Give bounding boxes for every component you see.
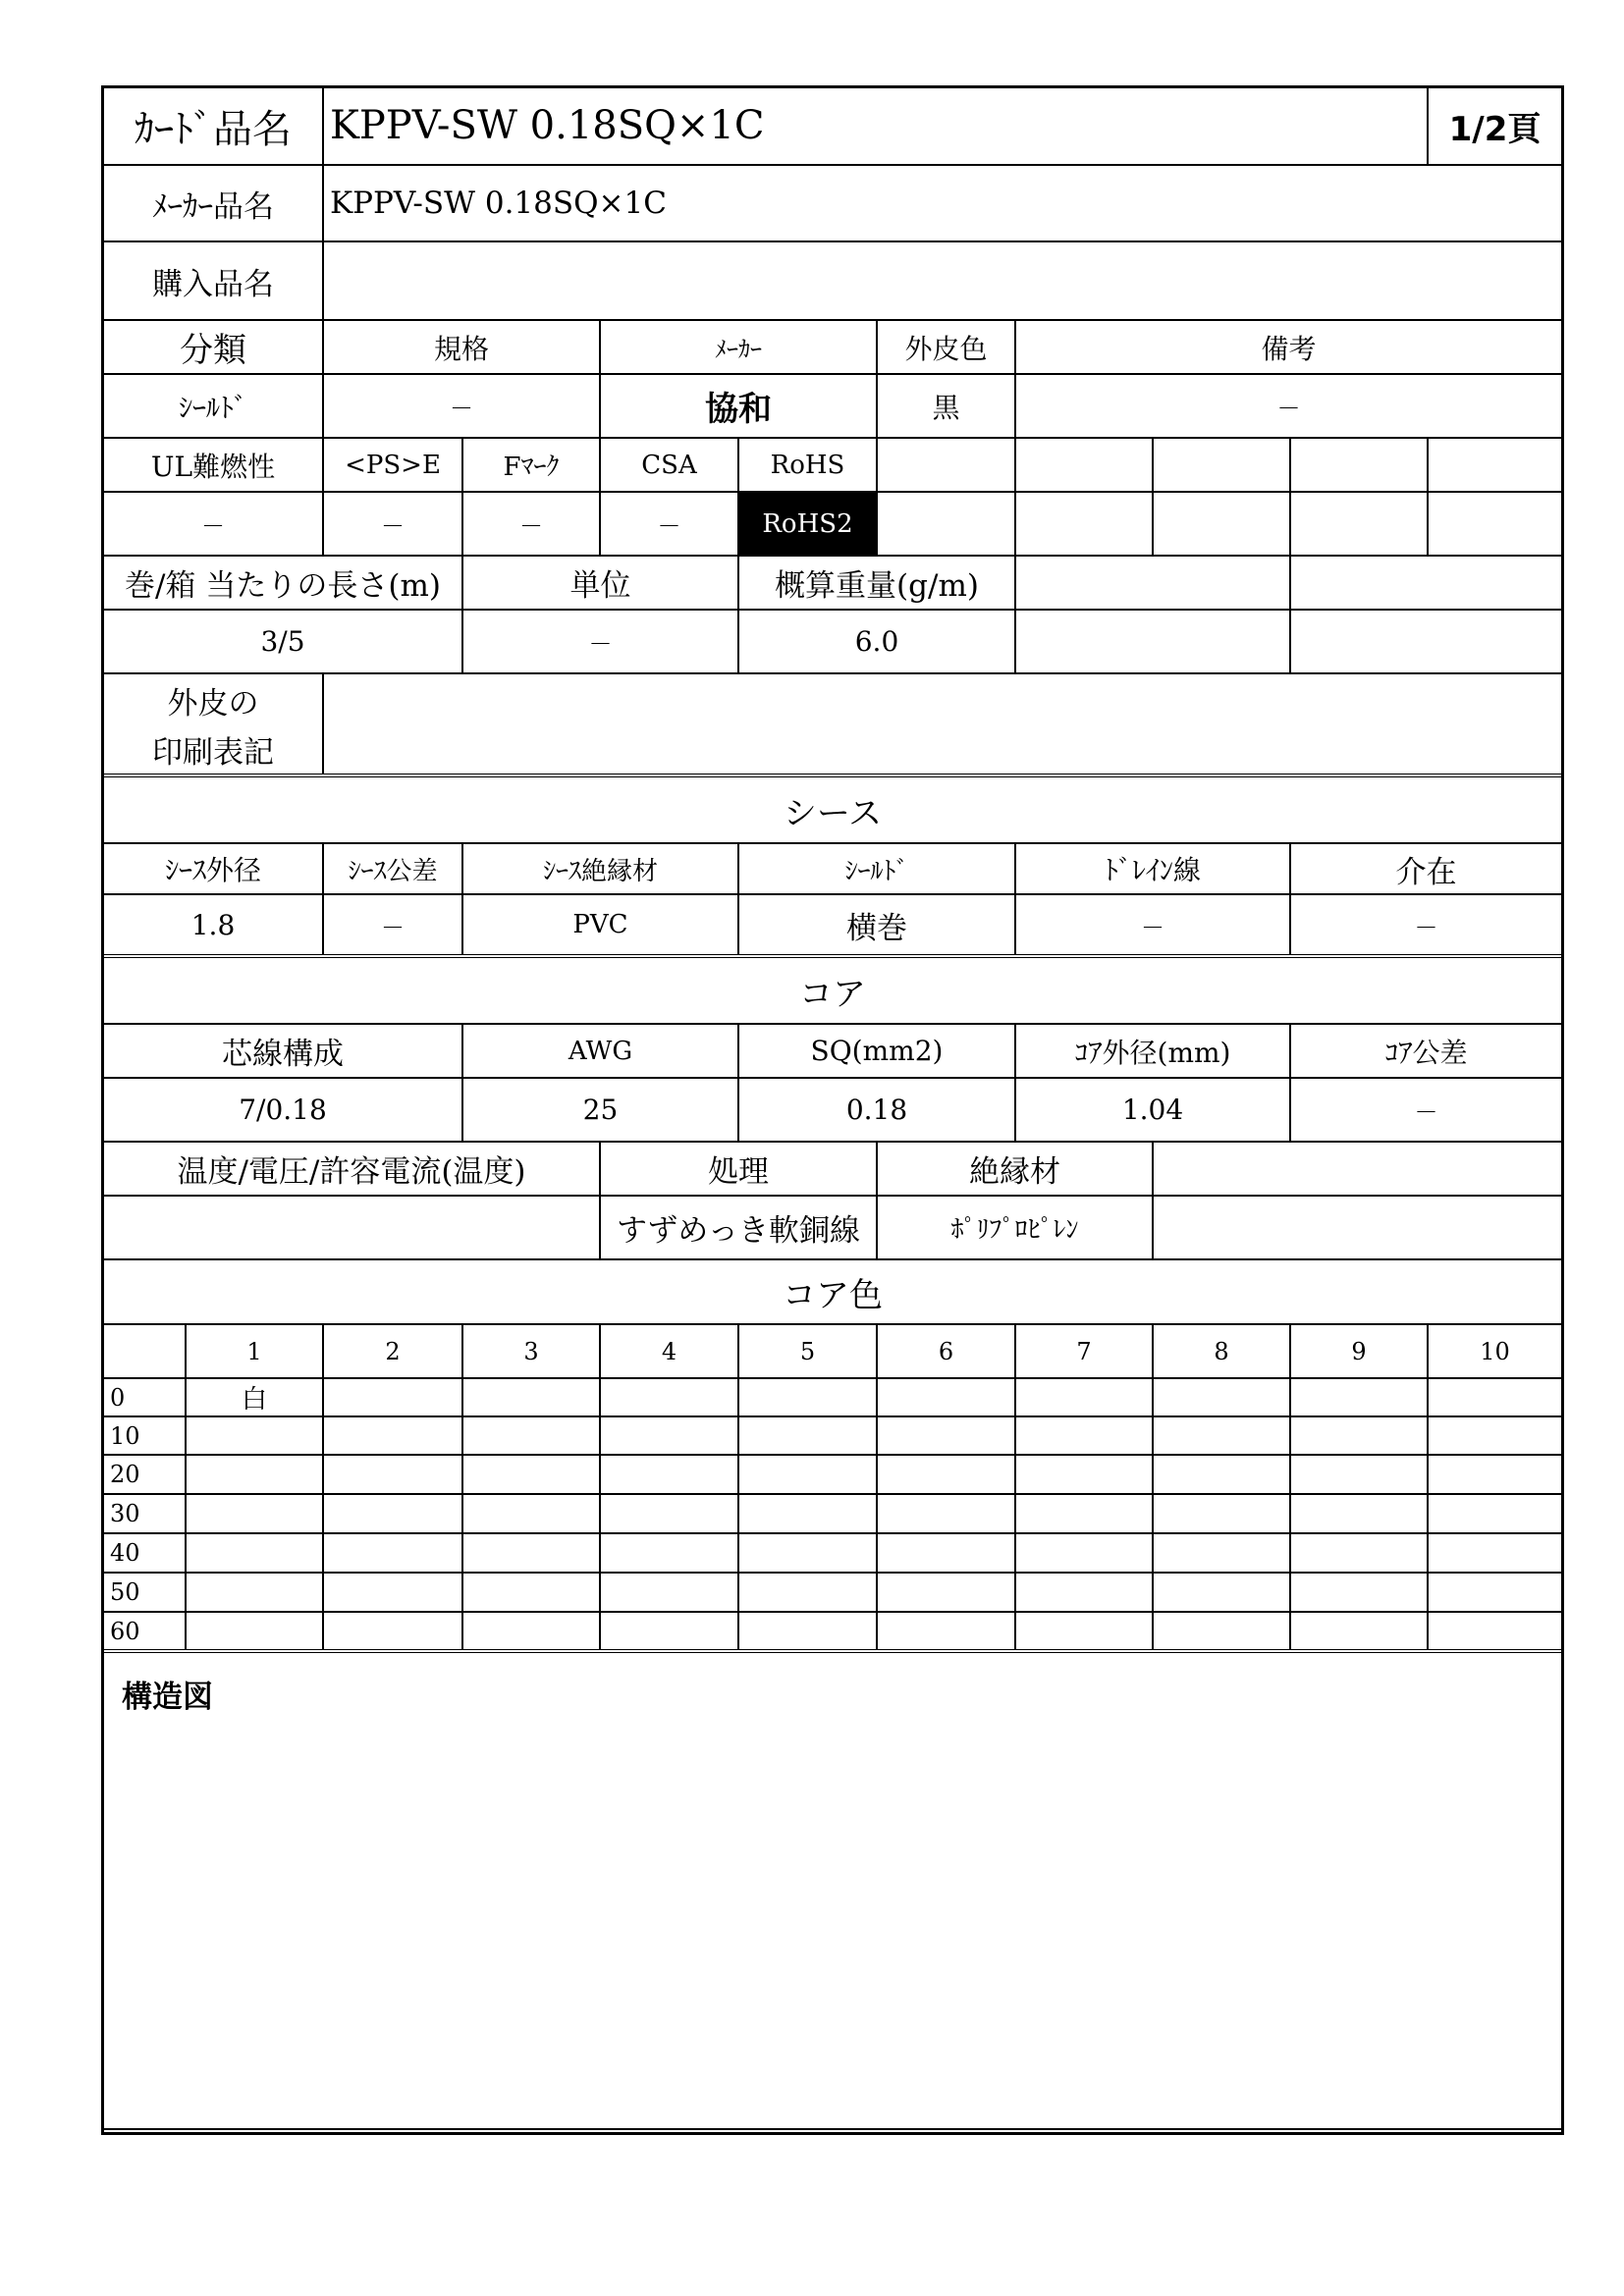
rule [1014,555,1016,672]
rule [101,1649,1564,1653]
sheath-color-value: 黒 [932,391,960,424]
rule [1427,437,1429,555]
core-color-cell: 白 [241,1385,267,1415]
card-name-label: ｶｰﾄﾞ品名 [135,106,292,152]
color-column-header: 2 [385,1337,401,1365]
length-header: 巻/箱 当たりの長さ(m) [125,568,441,604]
rule [876,437,878,555]
csa-value: － [657,512,681,540]
weight-header: 概算重量(g/m) [775,568,979,604]
shield-header: ｼｰﾙﾄﾞ [844,856,909,886]
purchase-name-label: 購入品名 [152,266,274,302]
sheath-od-value: 1.8 [190,908,236,941]
color-column-header: 1 [246,1337,262,1365]
sheath-insulation-value: PVC [572,910,628,939]
color-column-header: 10 [1480,1337,1510,1365]
remarks-header: 備考 [1261,332,1317,365]
rule [1289,555,1291,672]
ul-value: － [201,512,225,540]
length-value: 3/5 [260,625,305,658]
filler-header: 介在 [1395,854,1457,890]
standard-value: － [450,395,473,422]
rule [101,1454,1564,1456]
color-row-label: 0 [110,1383,126,1412]
color-column-header: 5 [799,1337,816,1365]
unit-value: － [588,630,613,658]
remarks-value: － [1276,395,1301,422]
rule [101,1493,1564,1495]
rule [1289,437,1291,555]
shield-value: 横巻 [846,910,907,946]
awg-value: 25 [582,1094,619,1126]
awg-header: AWG [568,1036,633,1066]
f-mark-header: Fﾏｰｸ [503,453,560,482]
color-column-header: 7 [1076,1337,1092,1365]
treatment-header: 処理 [708,1154,769,1190]
maker-name-value: KPPV-SW 0.18SQ×1C [330,186,667,221]
unit-header: 単位 [569,568,631,604]
sheath-tolerance-value: － [381,913,405,941]
weight-value: 6.0 [854,625,899,658]
rule [1152,1141,1154,1258]
rule [101,954,1564,958]
print-label-line1: 外皮の [167,685,259,721]
insulation-header: 絶縁材 [969,1154,1060,1190]
color-row-label: 40 [110,1539,140,1567]
sheath-color-header: 外皮色 [904,332,988,365]
sheath-title: シース [783,794,883,833]
pse-value: － [381,512,405,540]
core-od-value: 1.04 [1121,1094,1184,1126]
color-row-label: 10 [110,1421,140,1450]
drain-header: ﾄﾞﾚｲﾝ線 [1104,854,1201,886]
core-title: コア [799,975,866,1014]
card-name-value: KPPV-SW 0.18SQ×1C [330,103,765,148]
core-tolerance-value: － [1414,1098,1438,1126]
sq-header: SQ(mm2) [810,1035,944,1067]
maker-header: ﾒｰｶｰ [715,336,762,363]
treatment-value: すずめっき軟銅線 [617,1213,860,1249]
color-column-header: 4 [661,1337,677,1365]
core-color-title: コア色 [783,1275,883,1315]
filler-value: － [1414,913,1438,941]
color-column-header: 9 [1351,1337,1367,1365]
pse-header: <PS>E [345,450,441,480]
rule [101,774,1564,777]
csa-header: CSA [641,450,697,480]
maker-name-label: ﾒｰｶｰ品名 [152,188,274,225]
color-column-header: 8 [1214,1337,1229,1365]
structure-label: 構造図 [122,1679,213,1715]
ul-header: UL難燃性 [150,450,276,483]
frame-double-line [101,2128,1564,2130]
rule [101,1532,1564,1534]
color-row-label: 60 [110,1617,140,1645]
rule [101,1415,1564,1417]
color-column-header: 6 [938,1337,954,1365]
f-mark-value: － [519,512,543,540]
classification-value: ｼｰﾙﾄﾞ [178,391,247,424]
color-column-header: 3 [523,1337,539,1365]
conductor-value: 7/0.18 [239,1094,327,1126]
purchase-name-value [324,242,1404,319]
insulation-value: ﾎﾟﾘﾌﾟﾛﾋﾟﾚﾝ [950,1215,1079,1245]
drain-value: － [1141,913,1164,941]
sheath-insulation-header: ｼｰｽ絶縁材 [542,856,658,886]
sheath-tolerance-header: ｼｰｽ公差 [348,856,438,886]
sheath-od-header: ｼｰｽ外径 [164,854,261,886]
core-od-header: ｺｱ外径(mm) [1074,1036,1231,1069]
rohs-value: RoHS2 [739,493,876,555]
color-row-label: 50 [110,1578,140,1606]
standard-header: 規格 [433,332,489,365]
rohs-header: RoHS [770,450,845,480]
temperature-header: 温度/電圧/許容電流(温度) [177,1154,526,1190]
classification-header: 分類 [180,331,246,370]
core-tolerance-header: ｺｱ公差 [1384,1036,1468,1069]
rule [101,1611,1564,1613]
conductor-header: 芯線構成 [222,1037,344,1072]
rule [101,1572,1564,1574]
color-row-label: 20 [110,1461,140,1488]
maker-value: 協和 [705,390,772,429]
rule [1152,437,1154,555]
rule [1014,437,1016,555]
page-number: 1/2頁 [1448,109,1542,149]
sq-value: 0.18 [845,1094,908,1126]
print-label-line2: 印刷表記 [152,734,274,771]
color-row-label: 30 [110,1500,140,1527]
print-value [324,674,1561,772]
temperature-value [104,1197,599,1258]
